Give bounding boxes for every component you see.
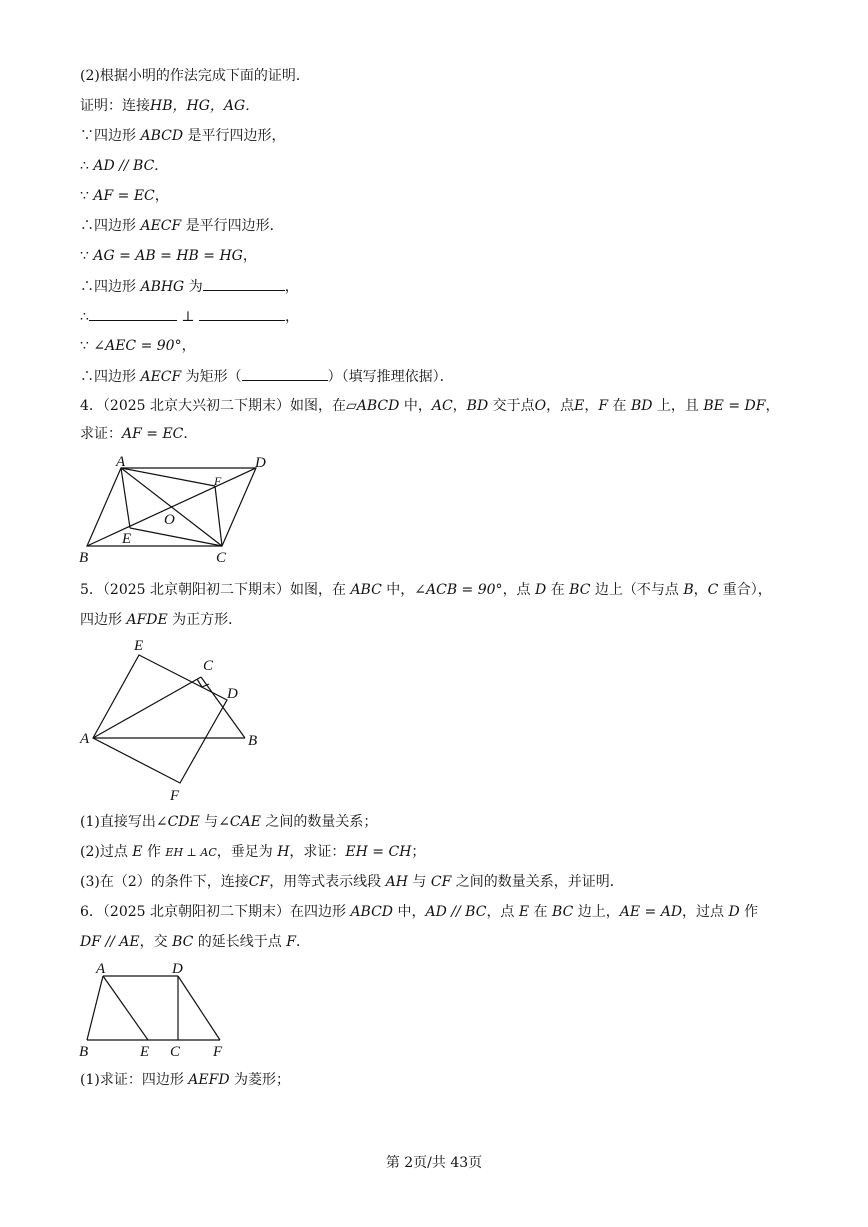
q6-line-2: DF // AE，交 BC 的延长线于点 F． (80, 934, 310, 950)
answer-blank (89, 306, 177, 321)
proof-line-7: ∵ AG = AB = HB = HG， (80, 248, 257, 264)
label-F: F (213, 1044, 223, 1060)
proof-line-8: ∴四边形 ABHG 为 ， (80, 276, 299, 297)
label-B: B (79, 1044, 89, 1060)
proof-line-4: ∴ AD // BC． (80, 158, 169, 174)
proof-line-3: ∵四边形 ABCD 是平行四边形， (80, 128, 286, 144)
proof-line-11: ∴四边形 AECF 为矩形（ ）（填写推理依据）． (80, 366, 454, 387)
q5-line-2: 四边形 AFDE 为正方形． (80, 612, 243, 628)
proof-line-9: ∴ ⊥ ， (80, 306, 299, 327)
q5-sub-3: (3)在（2）的条件下，连接CF，用等式表示线段 AH 与 CF 之间的数量关系，并证明． (80, 874, 624, 890)
label-A: A (80, 731, 90, 747)
label-E: E (122, 531, 132, 547)
label-C: C (203, 658, 214, 674)
proof-line-6: ∴四边形 AECF 是平行四边形． (80, 218, 284, 234)
label-D: D (255, 455, 266, 471)
label-E: E (140, 1044, 150, 1060)
q6-line-1: 6．（2025 北京朝阳初二下期末）在四边形 ABCD 中，AD // BC，点 E 在 BC 边上，AE = AD，过点 D 作 (80, 904, 759, 920)
label-F: F (214, 474, 222, 488)
q4-line-1: 4．（2025 北京大兴初二下期末）如图，在▱ABCD 中，AC，BD 交于点O，点E，F 在 BD 上，且 BE = DF， (80, 398, 780, 414)
proof-line-5: ∵ AF = EC， (80, 188, 169, 204)
page-footer: 第 2页/共 43页 (385, 1155, 483, 1171)
label-B: B (248, 733, 258, 749)
proof-line-2: 证明：连接HB，HG，AG． (80, 98, 260, 114)
answer-blank (242, 366, 328, 381)
proof-line-10: ∵ ∠AEC = 90°， (80, 338, 196, 354)
label-C: C (216, 550, 227, 566)
label-D: D (172, 961, 183, 977)
q4-line-2: 求证：AF = EC． (80, 426, 198, 442)
label-C: C (170, 1044, 181, 1060)
q4-parallelogram-figure (75, 450, 285, 568)
answer-blank (199, 306, 285, 321)
answer-blank (203, 276, 285, 291)
label-A: A (116, 454, 126, 470)
label-O: O (164, 512, 175, 528)
q5-line-1: 5．（2025 北京朝阳初二下期末）如图，在 ABC 中，∠ACB = 90°，点 D 在 BC 边上（不与点 B，C 重合）， (80, 582, 772, 598)
label-D: D (227, 686, 238, 702)
label-E: E (134, 638, 144, 654)
q5-sub-2: (2)过点 E 作 EH ⊥ AC，垂足为 H，求证：EH = CH； (80, 844, 426, 860)
label-F: F (170, 788, 180, 804)
q5-sub-1: (1)直接写出∠CDE 与∠CAE 之间的数量关系； (80, 814, 378, 830)
label-A: A (96, 961, 106, 977)
q6-rhombus-figure (75, 955, 235, 1060)
q6-sub-1: (1)求证：四边形 AEFD 为菱形； (80, 1072, 291, 1088)
proof-line-1: (2)根据小明的作法完成下面的证明． (80, 68, 310, 84)
label-B: B (79, 550, 89, 566)
q5-square-triangle-figure (75, 632, 275, 807)
